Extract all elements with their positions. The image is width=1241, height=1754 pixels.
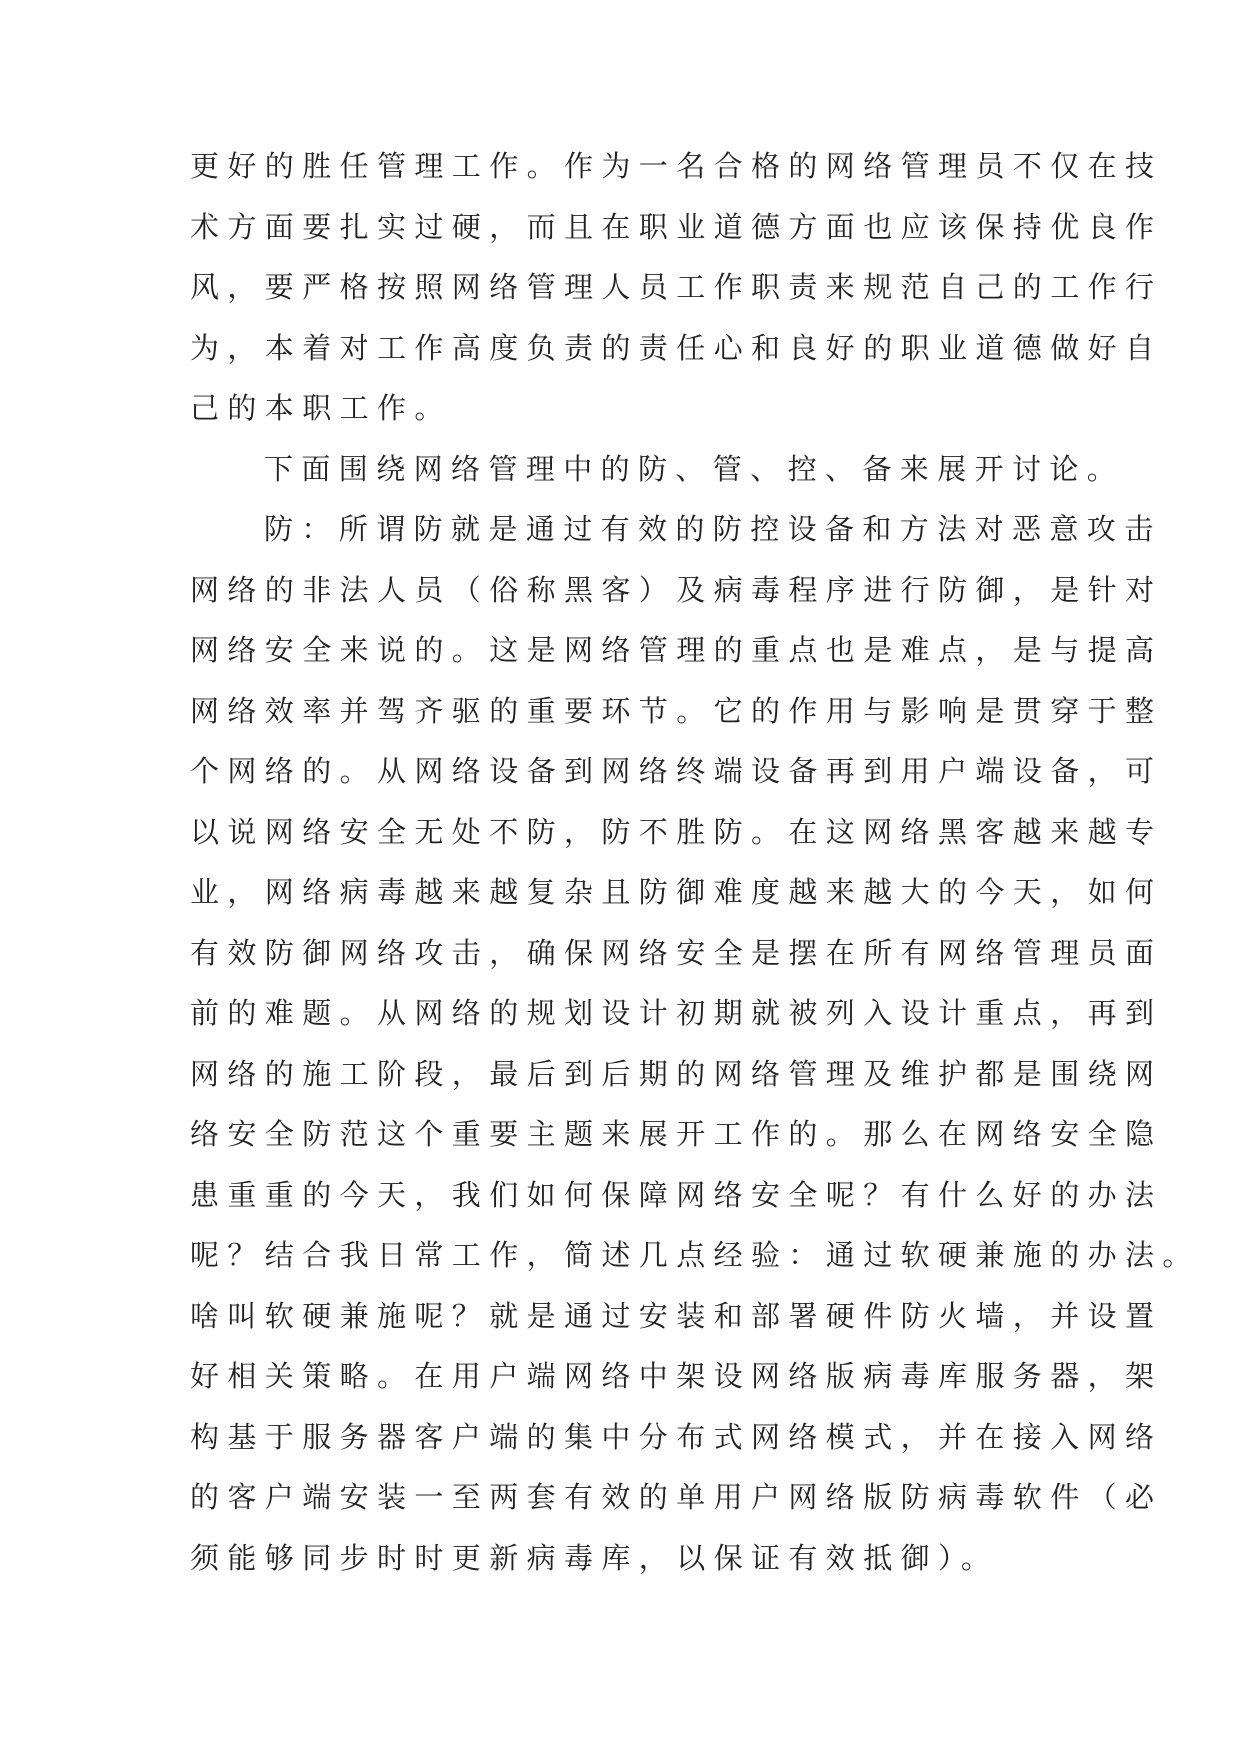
paragraph-2 <box>190 439 1125 500</box>
text-line: 网络安全来说的。这是网络管理的重点也是难点，是与提高 <box>190 633 1163 667</box>
text-line: 络安全防范这个重要主题来展开工作的。那么在网络安全隐 <box>190 1117 1163 1151</box>
text-line: 风，要严格按照网络管理人员工作职责来规范自己的工作行 <box>190 270 1163 304</box>
text-line: 啥叫软硬兼施呢？就是通过安装和部署硬件防火墙，并设置 <box>190 1298 1163 1333</box>
text-line: 患重重的今天，我们如何保障网络安全呢？有什么好的办法 <box>190 1177 1163 1212</box>
text-line: 须能够同步时时更新病毒库，以保证有效抵御）。 <box>190 1540 999 1575</box>
text-line: 以说网络安全无处不防，防不胜防。在这网络黑客越来越专 <box>190 814 1163 849</box>
text-line: 呢？结合我日常工作，简述几点经验：通过软硬兼施的办法。 <box>190 1238 1200 1272</box>
text-line: 术方面要扎实过硬，而且在职业道德方面也应该保持优良作 <box>190 209 1163 244</box>
text-line: 下面围绕网络管理中的防、管、控、备来展开讨论。 <box>264 451 1125 486</box>
text-line: 个网络的。从网络设备到网络终端设备再到用户端设备，可 <box>190 754 1163 788</box>
text-line: 己的本职工作。 <box>190 391 452 425</box>
text-line: 防：所谓防就是通过有效的防控设备和方法对恶意攻击 <box>264 512 1162 546</box>
paragraph-1 <box>190 136 1163 439</box>
text-line: 的客户端安装一至两套有效的单用户网络版防病毒软件（必 <box>190 1480 1163 1514</box>
text-line: 业，网络病毒越来越复杂且防御难度越来越大的今天，如何 <box>190 875 1163 909</box>
text-line: 网络的施工阶段，最后到后期的网络管理及维护都是围绕网 <box>190 1056 1163 1091</box>
text-line: 网络的非法人员（俗称黑客）及病毒程序进行防御，是针对 <box>190 572 1163 607</box>
paragraph-3 <box>190 499 1200 1588</box>
text-line: 网络效率并驾齐驱的重要环节。它的作用与影响是贯穿于整 <box>190 693 1163 728</box>
text-line: 前的难题。从网络的规划设计初期就被列入设计重点，再到 <box>190 996 1163 1030</box>
text-line: 更好的胜任管理工作。作为一名合格的网络管理员不仅在技 <box>190 149 1163 183</box>
text-line: 有效防御网络攻击，确保网络安全是摆在所有网络管理员面 <box>190 935 1163 970</box>
text-line: 构基于服务器客户端的集中分布式网络模式，并在接入网络 <box>190 1419 1163 1454</box>
text-line: 好相关策略。在用户端网络中架设网络版病毒库服务器，架 <box>190 1359 1163 1393</box>
text-line: 为，本着对工作高度负责的责任心和良好的职业道德做好自 <box>190 330 1163 365</box>
